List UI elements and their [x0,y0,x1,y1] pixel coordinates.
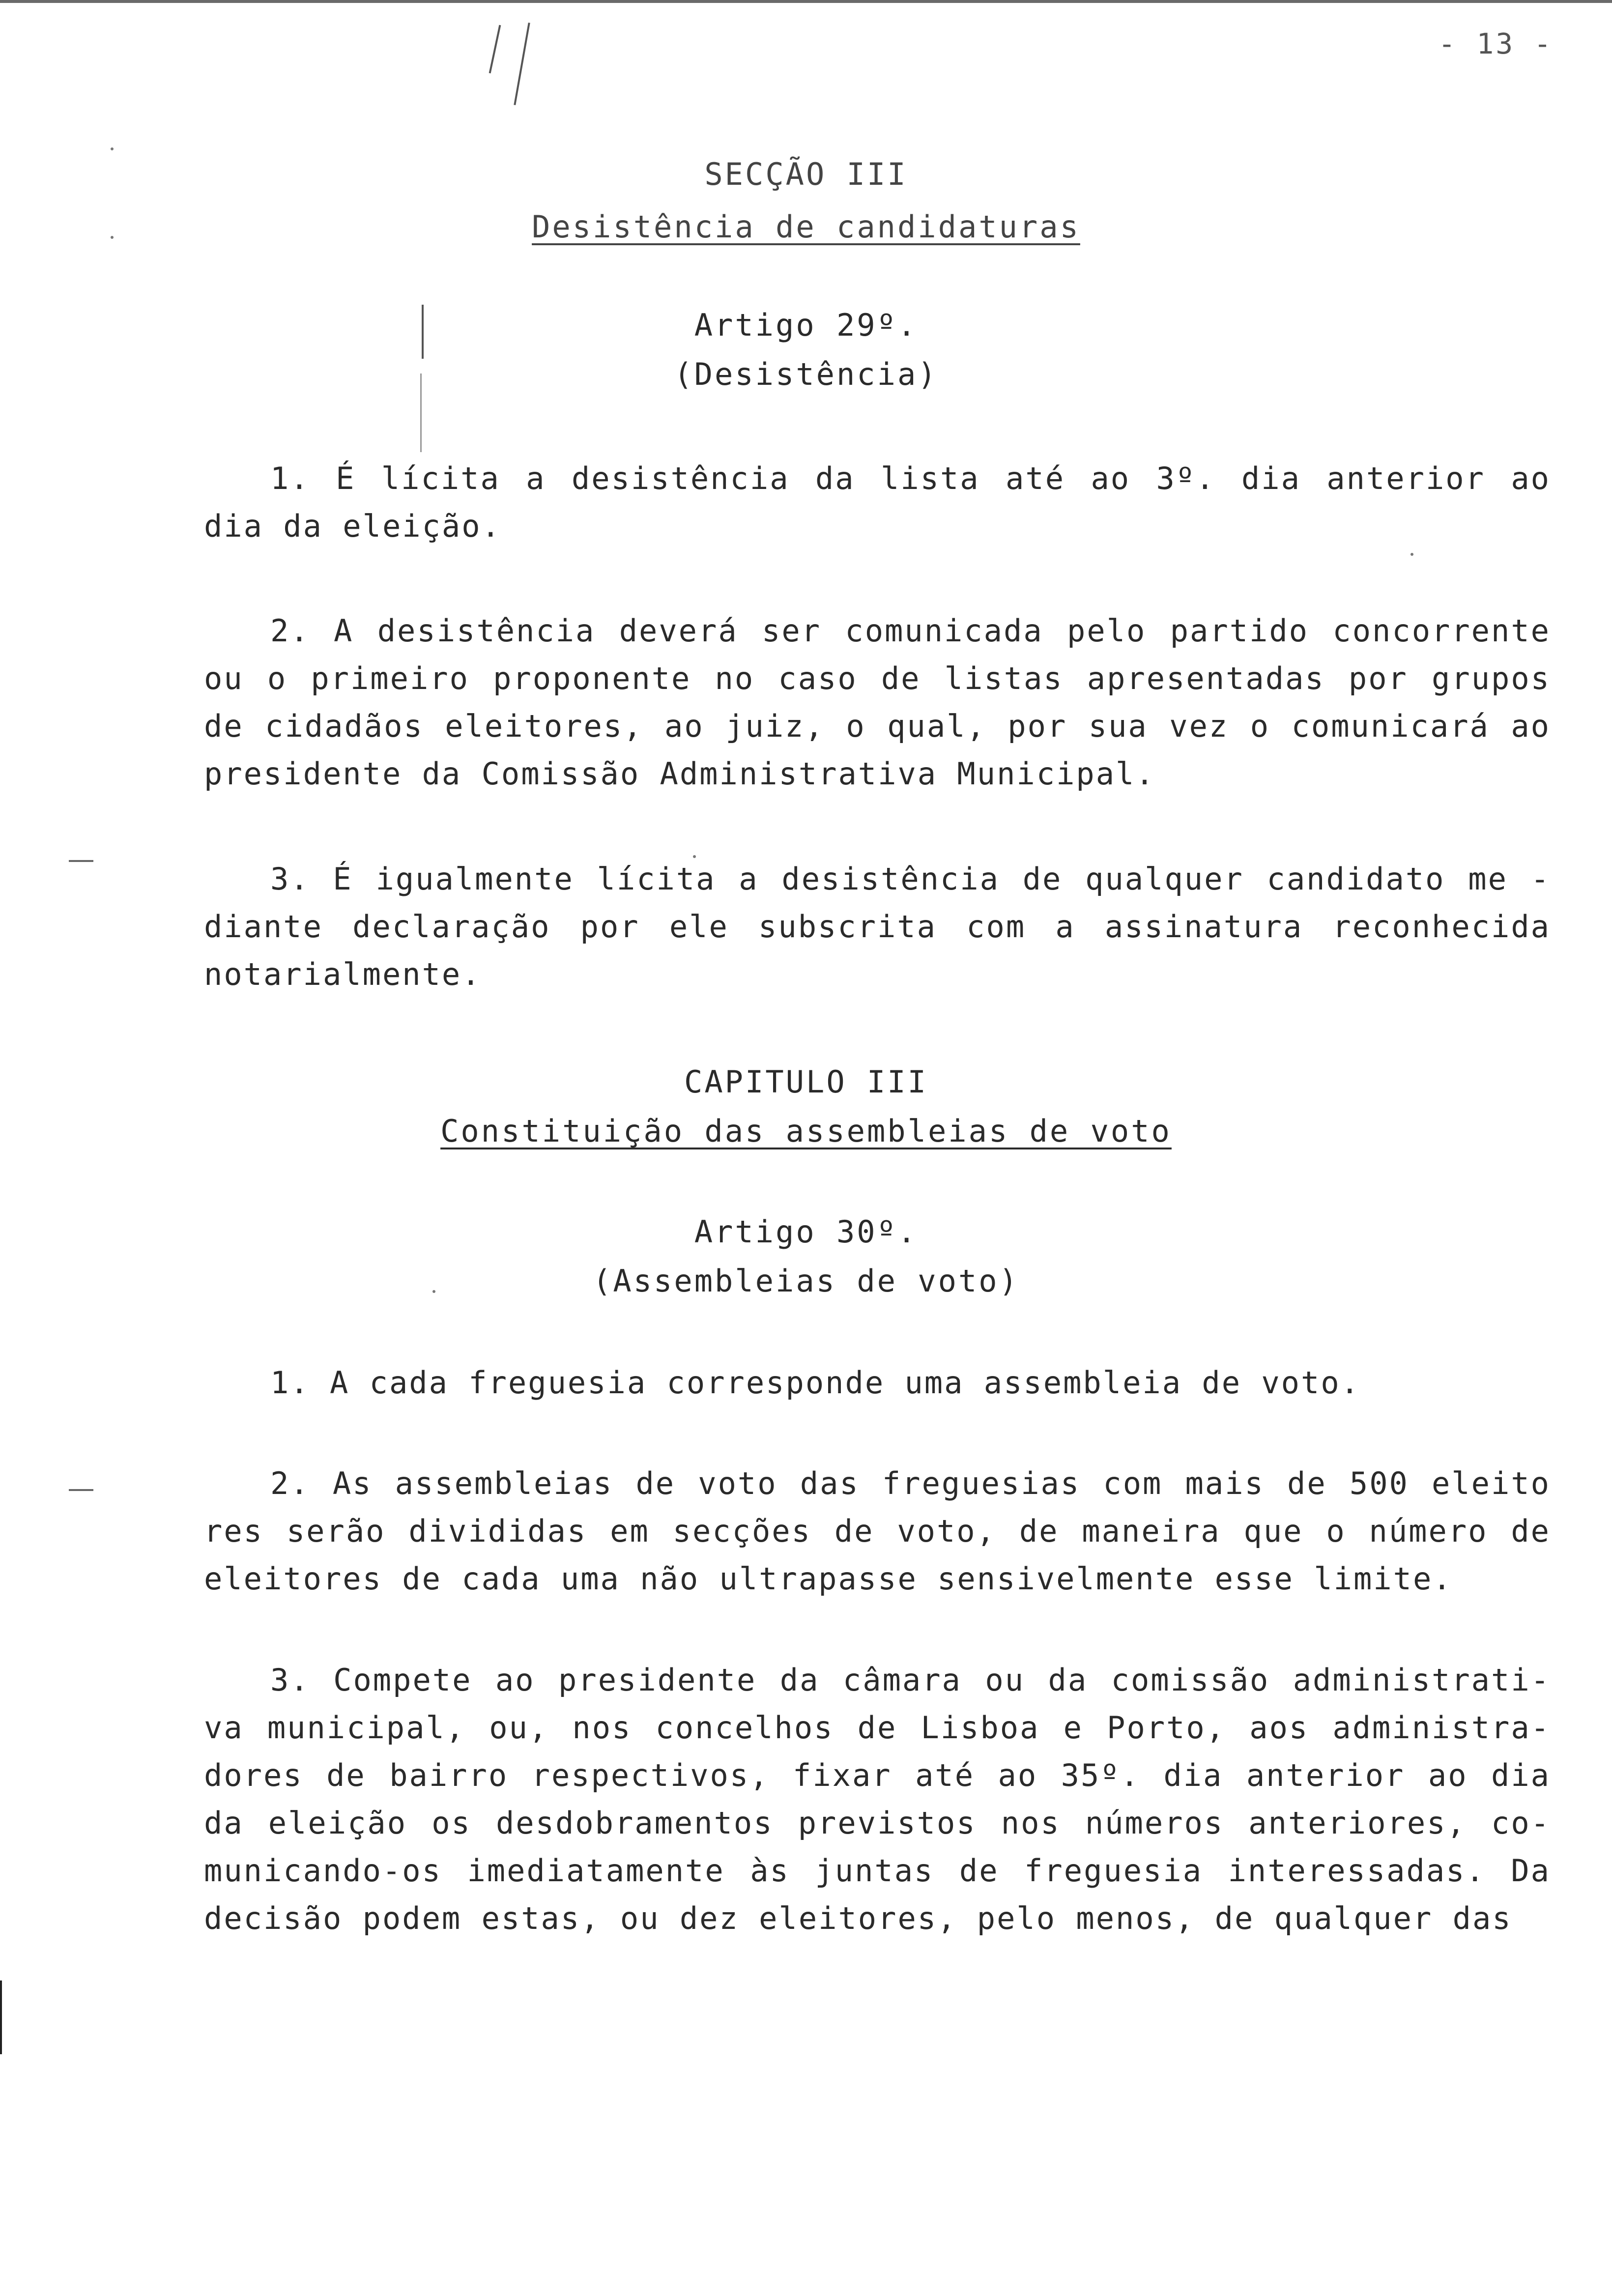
section-subtitle-text: Desistência de candidaturas [532,209,1080,245]
article-29-paragraph-2: 2. A desistência deverá ser comunicada pelo partido concorrente ou o primeiro proponente no caso de listas apresentadas por grupos de cidadãos eleitores, ao juiz, o qual, por sua vez o comunicará ao presidente da Comissão Administrativa Municipal. [204,613,1551,792]
article-29-title: Artigo 29º. [694,307,918,343]
margin-line-mark [422,305,424,359]
scan-speck [693,855,696,858]
section-subtitle [0,209,1612,245]
scan-speck [111,236,114,239]
scan-edge-mark [69,860,93,862]
margin-line-mark [420,373,422,452]
article-30-paragraph-1: 1. A cada freguesia corresponde uma assembleia de voto. [270,1365,1360,1401]
article-30-paragraph-2: 2. As assembleias de voto das freguesias com mais de 500 eleito res serão divididas em secções de voto, de maneira que o número de eleitores de cada uma não ultrapasse sensivelmente esse limite. [204,1465,1551,1597]
scan-speck [1410,553,1413,556]
article-29-paragraph-1: 1. É lícita a desistência da lista até ao 3º. dia anterior ao dia da eleição. [204,460,1551,544]
pen-stroke-mark [489,25,501,74]
scan-speck [111,147,114,150]
article-29-subtitle: (Desistência) [674,356,938,392]
article-30-subtitle: (Assembleias de voto) [593,1263,1019,1299]
article-30-paragraph-3: 3. Compete ao presidente da câmara ou da comissão administrati- va municipal, ou, nos concelhos de Lisboa e Porto, aos administra- dores de bairro respectivos, fixar até ao 35º. dia anterior ao dia da eleição os desdobramentos previstos nos números anteriores, co- municando-os imediatamente às juntas de freguesia interessadas. Da decisão podem estas, ou dez eleitores, pelo menos, de qualquer das [204,1662,1551,1936]
chapter-subtitle-text: Constituição das assembleias de voto [440,1113,1172,1149]
top-rule [0,0,1612,3]
chapter-subtitle [0,1113,1612,1149]
pen-stroke-mark [514,23,530,105]
article-30-title: Artigo 30º. [694,1214,918,1250]
scan-edge-mark [0,1980,2,2054]
chapter-title: CAPITULO III [684,1064,928,1100]
page-number: - 13 - [1438,27,1553,60]
article-29-paragraph-3: 3. É igualmente lícita a desistência de qualquer candidato me - diante declaração por ele subscrita com a assinatura reconhecida notarialmente. [204,861,1551,992]
scan-speck [432,1290,435,1293]
scan-edge-mark [69,1489,93,1491]
section-title: SECÇÃO III [704,156,908,192]
